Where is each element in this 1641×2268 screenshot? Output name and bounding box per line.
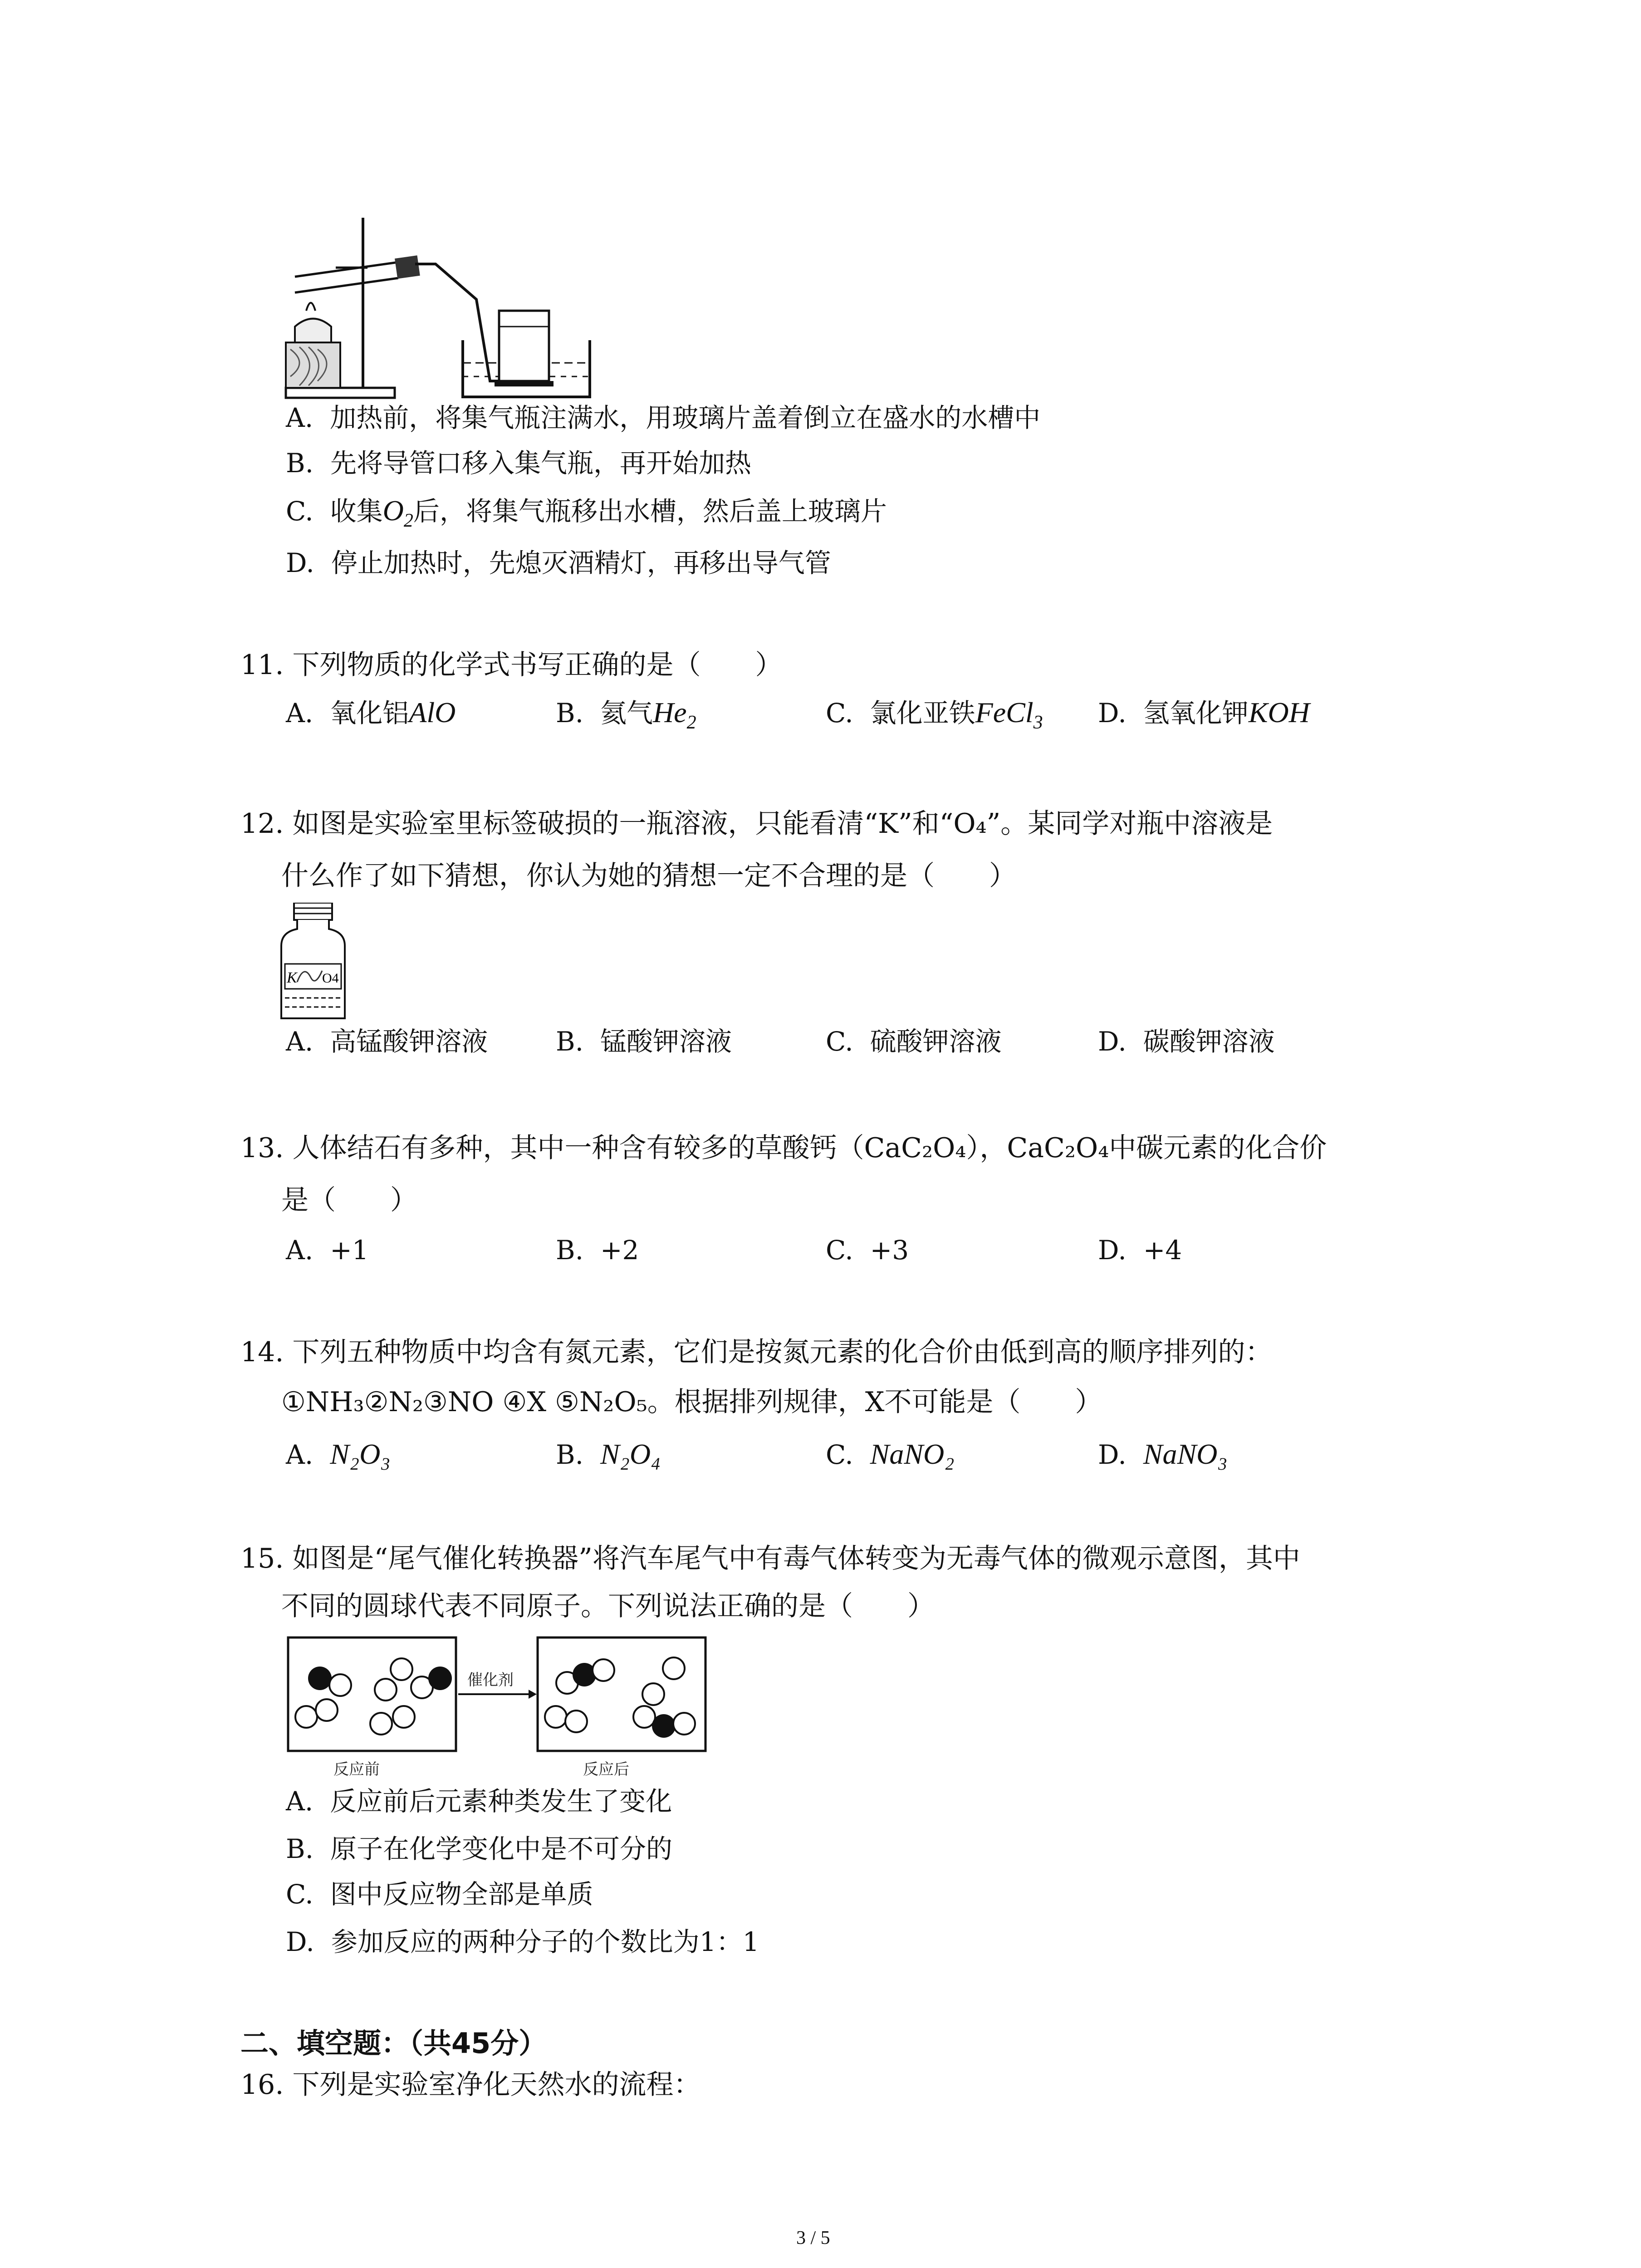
q15-option-c[interactable] [286, 1878, 593, 1911]
option-text: 加热前，将集气瓶注满水，用玻璃片盖着倒立在盛水的水槽中 [330, 402, 1041, 433]
q12-option-d[interactable] [1098, 1025, 1275, 1058]
question-text: 什么作了如下猜想，你认为她的猜想一定不合理的是（ ） [281, 860, 1016, 892]
q11-option-a[interactable] [286, 696, 456, 729]
option-formula [975, 696, 1043, 733]
option-text: 先将导管口移入集气瓶，再开始加热 [330, 448, 751, 479]
option-text: 停止加热时，先熄灭酒精灯，再移出导气管 [331, 547, 831, 578]
option-letter: C. [286, 496, 314, 527]
option-text: 氢氧化钾 [1143, 698, 1249, 728]
option-letter: B. [556, 1235, 584, 1266]
formula-base: O [382, 494, 404, 527]
option-letter: A. [286, 1786, 314, 1817]
option-letter: A. [286, 698, 314, 728]
option-letter: C. [826, 1439, 853, 1470]
q14-stem-line2 [281, 1386, 1102, 1418]
option-text: 氦气 [600, 698, 653, 728]
option-text: +3 [870, 1235, 909, 1266]
question-number: 15. [240, 1543, 284, 1574]
option-letter: A. [286, 1439, 314, 1470]
option-letter: D. [1098, 698, 1127, 728]
q13-stem-line2 [281, 1184, 417, 1217]
section-heading: 二、填空题：（共45分） [240, 2027, 547, 2060]
option-letter: A. [286, 1026, 314, 1057]
question-text: 下列物质的化学式书写正确的是（ ） [292, 649, 783, 681]
option-letter: B. [286, 448, 314, 479]
option-text: +1 [330, 1235, 369, 1266]
q13-option-c[interactable] [826, 1234, 909, 1266]
question-text: 是（ ） [281, 1184, 417, 1216]
q10-option-c[interactable] [286, 494, 887, 537]
q15-option-a[interactable] [286, 1785, 672, 1818]
q14-stem-line1 [240, 1336, 1273, 1369]
question-text: 下列五种物质中均含有氮元素，它们是按氮元素的化合价由低到高的顺序排列的： [292, 1336, 1273, 1368]
option-text: 反应前后元素种类发生了变化 [330, 1786, 672, 1817]
option-letter: B. [556, 698, 584, 728]
q10-option-a[interactable] [286, 401, 1040, 434]
option-formula [652, 696, 696, 733]
q11-option-d[interactable] [1098, 696, 1310, 729]
option-formula: N₂O₃ [330, 1438, 391, 1470]
q15-stem-line1 [240, 1542, 1300, 1575]
option-letter: D. [286, 547, 314, 578]
oxygen-collection-apparatus-figure [277, 213, 599, 404]
option-letter: D. [286, 1926, 314, 1957]
option-letter: D. [1098, 1026, 1127, 1057]
option-formula: N₂O₄ [600, 1438, 661, 1470]
label-k: K [287, 969, 297, 986]
option-letter: C. [826, 698, 853, 728]
option-text: 图中反应物全部是单质 [330, 1879, 593, 1910]
option-letter: B. [556, 1439, 584, 1470]
option-letter: B. [556, 1026, 584, 1057]
option-letter: C. [826, 1235, 853, 1266]
option-text-pre: 收集 [330, 496, 383, 527]
question-number: 11. [240, 649, 284, 681]
q12-option-a[interactable] [286, 1025, 488, 1058]
q13-option-a[interactable] [286, 1234, 369, 1266]
option-text: 原子在化学变化中是不可分的 [330, 1833, 672, 1864]
q11-option-c[interactable] [826, 696, 1043, 739]
formula-sub: 2 [403, 510, 413, 531]
question-text: 如图是“尾气催化转换器”将汽车尾气中有毒气体转变为无毒气体的微观示意图，其中 [292, 1543, 1300, 1574]
question-text: 下列是实验室净化天然水的流程： [292, 2069, 701, 2101]
q15-option-b[interactable] [286, 1833, 672, 1865]
formula-sub: 3 [1033, 712, 1043, 733]
label-o4: O4 [322, 971, 339, 986]
option-letter: A. [286, 402, 314, 433]
option-formula: AlO [409, 696, 456, 728]
option-text: 氯化亚铁 [870, 698, 975, 728]
q13-option-b[interactable] [556, 1234, 639, 1266]
q11-stem [240, 649, 783, 681]
option-text-post: 后，将集气瓶移出水槽，然后盖上玻璃片 [413, 496, 887, 527]
option-formula: NaNO₂ [870, 1438, 955, 1470]
q15-stem-line2 [281, 1590, 935, 1623]
option-formula: NaNO₃ [1143, 1438, 1228, 1470]
question-number: 16. [240, 2069, 284, 2101]
q13-stem-line1 [240, 1132, 1327, 1164]
option-letter: C. [286, 1879, 314, 1910]
question-number: 12. [240, 808, 284, 840]
q12-option-b[interactable] [556, 1025, 732, 1058]
q14-option-c[interactable] [826, 1438, 954, 1471]
q11-option-b[interactable] [556, 696, 696, 739]
question-text: 人体结石有多种，其中一种含有较多的草酸钙（CaC₂O₄），CaC₂O₄中碳元素的化合价 [292, 1132, 1327, 1164]
q14-option-a[interactable] [286, 1438, 391, 1471]
option-letter: A. [286, 1235, 314, 1266]
q12-stem-line1 [240, 807, 1273, 840]
q16-stem [240, 2068, 701, 2101]
option-letter: C. [826, 1026, 853, 1057]
option-text: 高锰酸钾溶液 [330, 1026, 488, 1057]
option-text: 碳酸钾溶液 [1143, 1026, 1275, 1057]
option-letter: D. [1098, 1235, 1127, 1266]
after-label: 反应后 [583, 1760, 629, 1779]
q14-option-b[interactable] [556, 1438, 661, 1471]
question-number: 13. [240, 1132, 284, 1164]
option-letter: B. [286, 1833, 314, 1864]
catalytic-converter-diagram [284, 1633, 710, 1783]
option-text: 参加反应的两种分子的个数比为1：1 [331, 1926, 759, 1957]
formula-o2 [382, 494, 413, 531]
q12-option-c[interactable] [826, 1025, 1002, 1058]
option-text: 锰酸钾溶液 [600, 1026, 732, 1057]
question-text: 不同的圆球代表不同原子。下列说法正确的是（ ） [281, 1590, 935, 1622]
q12-stem-line2 [281, 860, 1016, 892]
catalyst-label: 催化剂 [467, 1671, 514, 1689]
before-label: 反应前 [333, 1760, 380, 1779]
q13-option-d[interactable] [1098, 1234, 1182, 1266]
q10-option-d[interactable] [286, 547, 831, 579]
q10-option-b[interactable] [286, 447, 751, 479]
option-text: 硫酸钾溶液 [870, 1026, 1002, 1057]
option-text: 氧化铝 [330, 698, 409, 728]
reagent-bottle-figure [277, 903, 349, 1025]
page-number: 3 / 5 [796, 2228, 830, 2248]
question-text: 如图是实验室里标签破损的一瓶溶液，只能看清“K”和“O₄”。某同学对瓶中溶液是 [292, 808, 1273, 840]
option-text: +2 [600, 1235, 639, 1266]
q15-option-d[interactable] [286, 1926, 759, 1958]
option-formula: KOH [1248, 696, 1310, 728]
formula-sub: 2 [686, 712, 696, 733]
question-text: ①NH₃②N₂③NO ④X ⑤N₂O₅。根据排列规律，X不可能是（ ） [281, 1386, 1102, 1418]
q14-option-d[interactable] [1098, 1438, 1228, 1471]
formula-base: He [652, 696, 687, 728]
option-text: +4 [1143, 1235, 1182, 1266]
question-number: 14. [240, 1336, 284, 1368]
option-letter: D. [1098, 1439, 1127, 1470]
formula-base: FeCl [975, 696, 1034, 728]
